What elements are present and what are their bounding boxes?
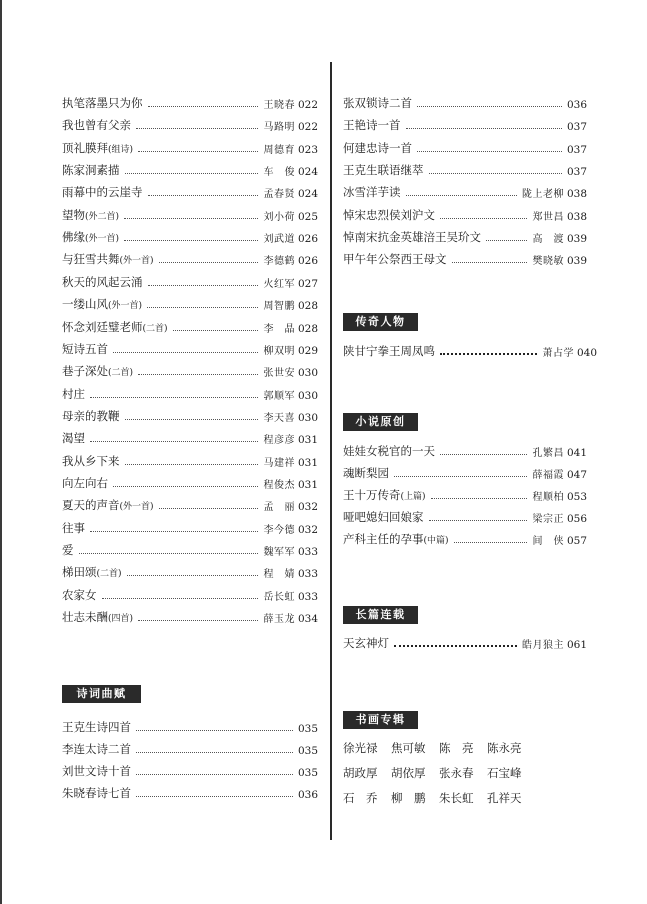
entry-title-text: 陕甘宁拳王周凤鸣 — [343, 344, 435, 358]
entry-title-text: 母亲的教鞭 — [62, 408, 120, 423]
entry-title-text: 顶礼膜拜 — [62, 140, 108, 155]
entry-author: 车 俊 — [263, 167, 295, 179]
entry-title-text: 产科主任的孕事 — [343, 532, 424, 546]
art-artist-list — [343, 740, 535, 815]
entry-page: 026 — [297, 233, 318, 246]
entry-page: 033 — [297, 568, 318, 581]
entry-title-text: 悼南宋抗金英雄涪王吴玠文 — [343, 230, 481, 245]
entry-subtitle: (二首) — [108, 368, 134, 379]
entry-page: 024 — [297, 188, 318, 201]
entry-page: 057 — [566, 535, 587, 547]
dot-leader — [452, 262, 528, 263]
entry-title — [62, 117, 131, 133]
entry-title-text: 渴望 — [62, 431, 85, 446]
entry-page: 037 — [566, 166, 587, 179]
entry-page: 061 — [566, 639, 587, 651]
toc-entry — [343, 441, 587, 459]
toc-entry — [62, 115, 318, 133]
entry-page: 031 — [297, 456, 318, 469]
entry-author: 程顺柏 — [532, 492, 564, 503]
entry-title-text: 王克生联语继萃 — [343, 163, 424, 178]
toc-entry — [62, 249, 318, 267]
entry-author: 陇上老柳 — [521, 189, 564, 201]
entry-author: 薛玉龙 — [263, 614, 295, 626]
entry-title-text: 甲午年公祭西王母文 — [343, 252, 447, 267]
entry-page: 036 — [566, 99, 587, 111]
toc-entry — [343, 93, 587, 111]
entry-title-text: 王克生诗四首 — [62, 720, 131, 734]
entry-title — [62, 430, 85, 446]
entry-title — [62, 229, 119, 245]
entry-title — [62, 319, 168, 335]
entry-title — [62, 363, 133, 379]
entry-author: 孔繁昌 — [532, 448, 564, 459]
entry-page: 038 — [566, 210, 587, 223]
toc-entry — [62, 227, 318, 245]
entry-page: 037 — [566, 121, 587, 134]
entry-page: 024 — [297, 166, 318, 179]
entry-page: 035 — [297, 745, 318, 757]
entry-author: 李天喜 — [263, 412, 295, 424]
entry-page: 056 — [566, 513, 587, 525]
artist-name: 朱长虹 — [439, 791, 474, 805]
dot-leader — [147, 307, 258, 308]
toc-entry — [62, 473, 318, 491]
entry-page: 028 — [297, 322, 318, 335]
entry-author: 郑世昌 — [532, 211, 564, 223]
dot-leader — [440, 353, 537, 355]
dot-leader — [138, 151, 258, 152]
toc-entry — [343, 249, 587, 267]
dot-leader — [124, 240, 258, 241]
entry-title — [62, 497, 154, 513]
entry-title-text: 壮志未酬 — [62, 610, 108, 625]
entry-title — [62, 785, 131, 801]
entry-title — [343, 251, 447, 267]
page-edge-line — [0, 0, 2, 904]
entry-subtitle: (二首) — [96, 569, 122, 580]
entry-page: 041 — [566, 447, 587, 459]
entry-title-text: 怀念刘廷璧老师 — [62, 319, 143, 334]
entry-author: 李今德 — [263, 524, 295, 536]
entry-title-text: 雨幕中的云崖寺 — [62, 185, 143, 200]
entry-title-text: 朱晓春诗七首 — [62, 786, 131, 800]
entry-title — [62, 408, 120, 424]
artist-name: 胡依厚 — [391, 766, 426, 780]
entry-title-text: 爱 — [62, 543, 74, 557]
artist-name: 徐光禄 — [343, 741, 378, 755]
toc-entry — [62, 739, 318, 757]
entry-title-text: 何建忠诗一首 — [343, 140, 412, 155]
entry-page: 030 — [297, 389, 318, 402]
entry-title-text: 秋天的风起云涌 — [62, 274, 143, 289]
entry-title-text: 夏天的声音 — [62, 498, 120, 513]
dot-leader — [136, 730, 293, 731]
dot-leader — [136, 128, 258, 129]
entry-title — [62, 184, 143, 200]
dot-leader — [136, 796, 293, 797]
entry-title-text: 我从乡下来 — [62, 453, 120, 468]
entry-page: 033 — [297, 590, 318, 603]
entry-author: 樊晓敏 — [532, 256, 564, 268]
dot-leader — [125, 464, 259, 465]
toc-entry — [343, 182, 587, 200]
entry-title-text: 短诗五首 — [62, 341, 108, 356]
entry-title-text: 冰雪洋芋读 — [343, 185, 401, 200]
entry-title — [343, 531, 449, 547]
entry-title — [62, 453, 120, 469]
entry-title — [62, 274, 143, 290]
dot-leader — [138, 620, 258, 621]
toc-entry — [62, 361, 318, 379]
entry-page: 037 — [566, 143, 587, 156]
dot-leader — [124, 218, 258, 219]
toc-entry — [343, 529, 587, 547]
entry-page: 032 — [297, 523, 318, 536]
entry-subtitle: (外一首) — [108, 301, 143, 312]
entry-title-text: 陈家洞素描 — [62, 163, 120, 178]
entry-page: 034 — [297, 613, 318, 626]
entry-author: 郭顺军 — [263, 390, 295, 402]
entry-subtitle: (外一首) — [119, 502, 154, 513]
toc-entry — [62, 717, 318, 735]
entry-title — [343, 207, 435, 223]
toc-entry — [62, 272, 318, 290]
entry-page: 028 — [297, 300, 318, 313]
entry-page: 035 — [297, 767, 318, 779]
entry-author: 刘武道 — [263, 234, 295, 246]
entry-author: 李 晶 — [263, 323, 295, 335]
entry-title — [343, 465, 389, 481]
dot-leader — [79, 553, 259, 554]
dot-leader — [113, 352, 258, 353]
entry-author: 梁宗正 — [532, 514, 564, 525]
dot-leader — [125, 419, 259, 420]
section-header-poetry: 诗词曲赋 — [62, 685, 141, 703]
toc-entry — [62, 428, 318, 446]
entry-page: 035 — [297, 723, 318, 735]
entry-title-text: 悼宋忠烈侯刘沪文 — [343, 207, 435, 222]
dot-leader — [90, 531, 258, 532]
entry-author: 岳长虹 — [263, 591, 295, 603]
toc-entry — [62, 585, 318, 603]
artist-name: 石宝峰 — [487, 766, 522, 780]
artist-name: 石 乔 — [343, 791, 378, 805]
artist-row — [343, 790, 535, 815]
entry-page: 030 — [297, 367, 318, 380]
entry-title-text: 王十万传奇 — [343, 488, 401, 502]
entry-page: 022 — [297, 99, 318, 111]
toc-entry — [62, 451, 318, 469]
toc-entry — [343, 160, 587, 178]
entry-title-text: 执笔落墨只为你 — [62, 96, 143, 110]
artist-row — [343, 740, 535, 765]
entry-page: 047 — [566, 469, 587, 481]
entry-page: 039 — [566, 233, 587, 246]
entry-author: 刘小荷 — [263, 211, 295, 223]
entry-title-text: 农家女 — [62, 587, 97, 602]
entry-title-text: 佛缘 — [62, 230, 85, 245]
dot-leader — [148, 285, 259, 286]
entry-title — [343, 117, 401, 133]
toc-entry — [62, 607, 318, 625]
entry-author: 孟春贤 — [263, 189, 295, 201]
entry-page: 022 — [297, 121, 318, 134]
entry-title — [62, 95, 143, 111]
dot-leader — [159, 262, 259, 263]
entry-author: 李德鹤 — [263, 256, 295, 268]
entry-author: 马路明 — [263, 122, 295, 134]
section-header-serial: 长篇连载 — [343, 606, 418, 624]
entry-title — [343, 95, 412, 111]
toc-entry — [343, 485, 587, 503]
entry-title — [62, 341, 108, 357]
entry-subtitle: (外一首) — [85, 234, 120, 245]
entry-page: 040 — [576, 347, 597, 359]
entry-title-text: 往事 — [62, 520, 85, 535]
entry-title-text: 望物 — [62, 207, 85, 222]
entry-title-text: 村庄 — [62, 386, 85, 401]
entry-title-text: 哑吧媳妇回娘家 — [343, 510, 424, 524]
toc-entry — [62, 138, 318, 156]
toc-entry — [62, 384, 318, 402]
toc-entry — [62, 205, 318, 223]
toc-entry — [62, 182, 318, 200]
toc-entry — [62, 518, 318, 536]
toc-entry — [343, 205, 587, 223]
entry-title — [62, 207, 119, 223]
entry-title-text: 李连太诗二首 — [62, 742, 131, 756]
entry-title-text: 我也曾有父亲 — [62, 118, 131, 133]
dot-leader — [125, 173, 259, 174]
entry-title — [62, 140, 133, 156]
dot-leader — [454, 542, 528, 543]
dot-leader — [440, 218, 527, 219]
entry-page: 053 — [566, 491, 587, 503]
entry-author: 周智鹏 — [263, 301, 295, 313]
entry-title — [62, 520, 85, 536]
entry-title-text: 向左向右 — [62, 475, 108, 490]
artist-name: 陈永亮 — [487, 741, 522, 755]
artist-name: 焦可敏 — [391, 741, 426, 755]
entry-author: 王晓春 — [263, 100, 295, 111]
entry-title-text: 巷子深处 — [62, 364, 108, 379]
artist-name: 柳 鹏 — [391, 791, 426, 805]
entry-subtitle: (外一首) — [119, 256, 154, 267]
dot-leader — [406, 195, 517, 196]
dot-leader — [136, 774, 293, 775]
dot-leader — [417, 151, 562, 152]
section-header-art: 书画专辑 — [343, 711, 418, 729]
entry-title — [62, 296, 142, 312]
entry-title — [343, 162, 424, 178]
entry-title — [343, 140, 412, 156]
entry-page: 029 — [297, 344, 318, 357]
entry-page: 031 — [297, 478, 318, 491]
dot-leader — [431, 498, 528, 499]
entry-title — [343, 487, 426, 503]
entry-title-text: 梯田颂 — [62, 565, 97, 580]
toc-entry — [62, 783, 318, 801]
entry-title — [343, 184, 401, 200]
entry-title — [62, 564, 122, 580]
column-divider — [330, 62, 332, 840]
entry-author: 间 侠 — [532, 536, 564, 547]
entry-title-text: 刘世文诗十首 — [62, 764, 131, 778]
dot-leader — [429, 520, 528, 521]
entry-author: 柳双明 — [263, 345, 295, 357]
entry-page: 033 — [297, 546, 318, 558]
entry-title — [62, 251, 154, 267]
toc-entry — [343, 115, 587, 133]
entry-page: 031 — [297, 434, 318, 447]
entry-author: 魏军军 — [263, 547, 295, 558]
entry-title — [343, 343, 435, 359]
dot-leader — [138, 374, 258, 375]
entry-title — [343, 509, 424, 525]
entry-title — [343, 229, 481, 245]
toc-entry — [62, 294, 318, 312]
dot-leader — [417, 106, 562, 107]
toc-entry — [62, 540, 318, 558]
entry-title — [343, 443, 435, 459]
entry-title — [62, 542, 74, 558]
dot-leader — [440, 454, 527, 455]
dot-leader — [127, 575, 259, 576]
entry-author: 萧占学 — [542, 348, 574, 359]
toc-entry — [62, 160, 318, 178]
dot-leader — [113, 486, 258, 487]
entry-subtitle: (组诗) — [108, 144, 134, 155]
toc-entry — [343, 463, 587, 481]
artist-row — [343, 765, 535, 790]
entry-title — [62, 475, 108, 491]
artist-name: 张永春 — [439, 766, 474, 780]
entry-author: 皓月狼主 — [521, 640, 564, 651]
entry-title-text: 与狂雪共舞 — [62, 252, 120, 267]
entry-title — [62, 386, 85, 402]
entry-title-text: 娃娃女税官的一天 — [343, 444, 435, 458]
toc-entry — [343, 138, 587, 156]
entry-title — [62, 741, 131, 757]
artist-name: 陈 亮 — [439, 741, 474, 755]
section-header-fiction: 小说原创 — [343, 413, 418, 431]
section-header-legend: 传奇人物 — [343, 313, 418, 331]
entry-title — [62, 587, 97, 603]
entry-subtitle: (中篇) — [423, 536, 449, 546]
entry-page: 039 — [566, 255, 587, 268]
toc-entry — [62, 406, 318, 424]
artist-name: 孔祥天 — [487, 791, 522, 805]
entry-subtitle: (上篇) — [400, 492, 426, 502]
dot-leader — [486, 240, 527, 241]
entry-subtitle: (二首) — [142, 323, 168, 334]
entry-author: 火红军 — [263, 278, 295, 290]
dot-leader — [90, 441, 258, 442]
toc-entry — [62, 317, 318, 335]
entry-author: 程俊杰 — [263, 479, 295, 491]
dot-leader — [148, 106, 259, 107]
toc-entry — [343, 507, 587, 525]
entry-page: 023 — [297, 143, 318, 156]
entry-subtitle: (外二首) — [85, 211, 120, 222]
dot-leader — [159, 508, 259, 509]
entry-author: 孟 丽 — [263, 502, 295, 514]
entry-page: 025 — [297, 210, 318, 223]
entry-page: 038 — [566, 188, 587, 201]
entry-author: 高 渡 — [532, 234, 564, 246]
toc-entry — [62, 562, 318, 580]
toc-entry — [343, 227, 587, 245]
dot-leader — [173, 330, 259, 331]
entry-page: 032 — [297, 501, 318, 514]
dot-leader — [148, 195, 259, 196]
entry-title-text: 王艳诗一首 — [343, 118, 401, 133]
entry-title-text: 魂断梨园 — [343, 466, 389, 480]
entry-title-text: 天玄神灯 — [343, 636, 389, 650]
entry-title-text: 张双锁诗二首 — [343, 96, 412, 110]
entry-title — [62, 162, 120, 178]
entry-page: 026 — [297, 255, 318, 268]
entry-author: 程彦彦 — [263, 435, 295, 447]
entry-page: 036 — [297, 789, 318, 801]
toc-entry — [62, 495, 318, 513]
toc-entry — [343, 341, 597, 359]
entry-title — [62, 609, 133, 625]
entry-title — [62, 719, 131, 735]
dot-leader — [90, 397, 258, 398]
entry-page: 027 — [297, 277, 318, 290]
toc-entry — [62, 761, 318, 779]
entry-author: 张世安 — [263, 368, 295, 380]
entry-title — [62, 763, 131, 779]
dot-leader — [136, 752, 293, 753]
entry-subtitle: (四首) — [108, 614, 134, 625]
entry-author: 马建祥 — [263, 457, 295, 469]
entry-author: 程 婧 — [263, 569, 295, 581]
artist-name: 胡政厚 — [343, 766, 378, 780]
entry-title-text: 一缕山风 — [62, 297, 108, 312]
dot-leader — [102, 598, 259, 599]
toc-entry — [62, 93, 318, 111]
dot-leader — [406, 128, 562, 129]
dot-leader — [394, 645, 517, 647]
dot-leader — [394, 476, 527, 477]
entry-author: 薛福霞 — [532, 470, 564, 481]
toc-entry — [343, 633, 587, 651]
entry-page: 030 — [297, 411, 318, 424]
toc-entry — [62, 339, 318, 357]
entry-author: 周德育 — [263, 144, 295, 156]
dot-leader — [429, 173, 562, 174]
entry-title — [343, 635, 389, 651]
